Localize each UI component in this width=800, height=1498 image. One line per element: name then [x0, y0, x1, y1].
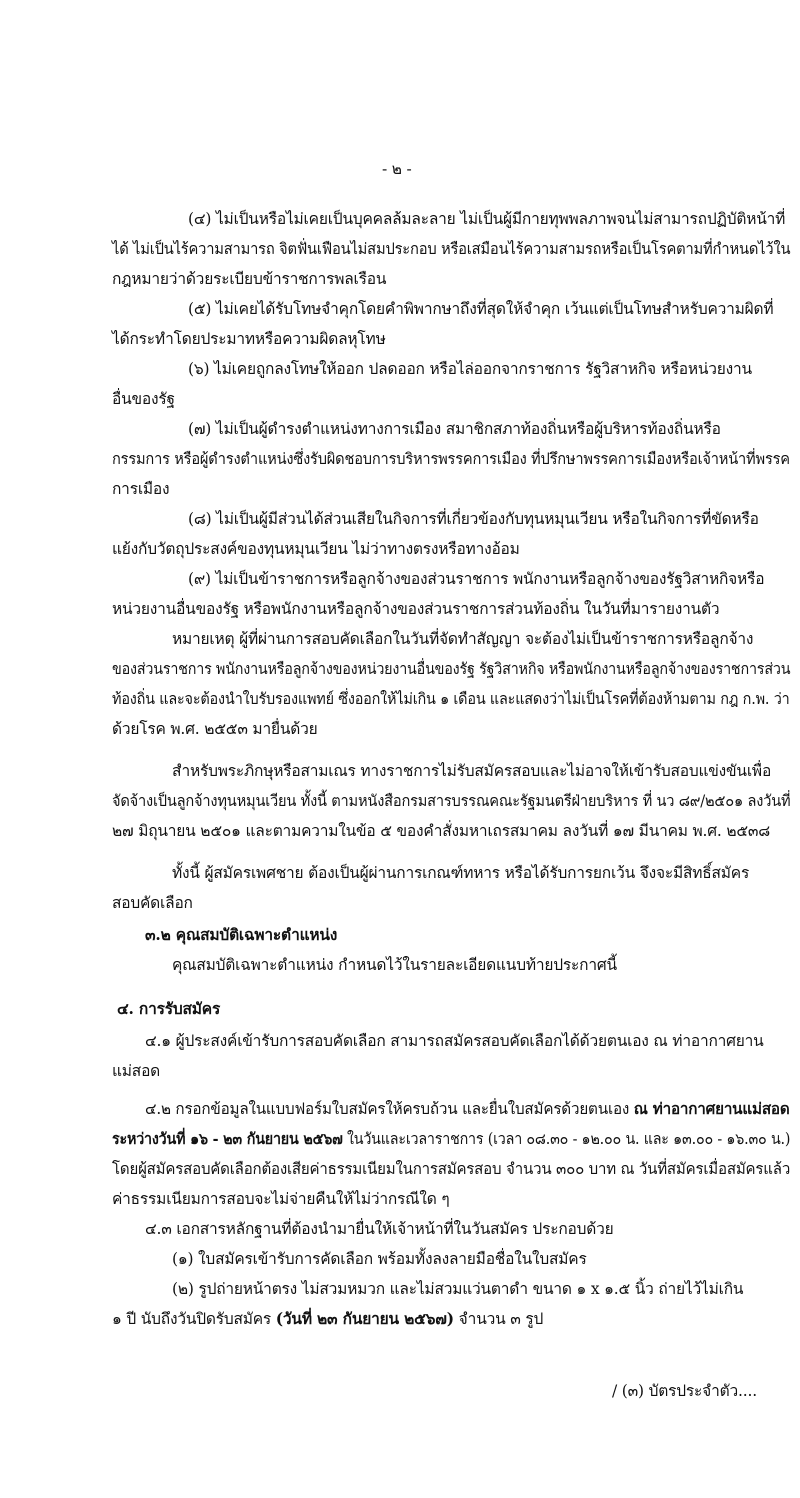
p4-3-doc-1: (๑) ใบสมัครเข้ารับการคัดเลือก พร้อมทั้งลงลายมือชื่อในใบสมัคร — [172, 1250, 587, 1268]
item-9-line-1: (๙) ไม่เป็นข้าราชการหรือลูกจ้างของส่วนราชการ พนักงานหรือลูกจ้างของรัฐวิสาหกิจหรือ — [188, 570, 765, 588]
item-7-line-1: (๗) ไม่เป็นผู้ดำรงตำแหน่งทางการเมือง สมาชิกสภาท้องถิ่นหรือผู้บริหารท้องถิ่นหรือ — [188, 420, 721, 438]
monks-line-2: จัดจ้างเป็นลูกจ้างทุนหมุนเวียน ทั้งนี้ ตามหนังสือกรมสารบรรณคณะรัฐมนตรีฝ่ายบริหาร ที่ นว ๘๙/๒๕๐๑ ลงวันที่ — [112, 792, 791, 810]
p4-2-line-2 — [112, 1128, 790, 1150]
p4-3-doc-2-text: ๑ ปี นับถึงวันปิดรับสมัคร — [112, 1310, 276, 1328]
note-line-2: ของส่วนราชการ พนักงานหรือลูกจ้างของหน่วยงานอื่นของรัฐ รัฐวิสาหกิจ หรือพนักงานหรือลูกจ้างของราชการส่วน — [112, 660, 791, 678]
p4-3-closing-date: (วันที่ ๒๓ กันยายน ๒๕๖๗) — [275, 1309, 454, 1328]
p4-3-doc-2-line-2 — [112, 1308, 543, 1330]
item-6-line-1: (๖) ไม่เคยถูกลงโทษให้ออก ปลดออก หรือไล่ออกจากราชการ รัฐวิสาหกิจ หรือหน่วยงาน — [188, 360, 752, 378]
section-4-heading: ๔. การรับสมัคร — [117, 999, 221, 1018]
item-5-line-1: (๕) ไม่เคยได้รับโทษจำคุกโดยคำพิพากษาถึงที่สุดให้จำคุก เว้นแต่เป็นโทษสำหรับความผิดที่ — [188, 300, 774, 318]
p4-2-date-range: ระหว่างวันที่ ๑๖ - ๒๓ กันยายน ๒๕๖๗ — [112, 1129, 343, 1148]
item-4-line-3: กฎหมายว่าด้วยระเบียบข้าราชการพลเรือน — [112, 270, 387, 288]
p4-2-location: ณ ท่าอากาศยานแม่สอด — [633, 1099, 790, 1118]
note-line-1: หมายเหตุ ผู้ที่ผ่านการสอบคัดเลือกในวันที่จัดทำสัญญา จะต้องไม่เป็นข้าราชการหรือลูกจ้าง — [172, 630, 754, 648]
item-4-line-2: ได้ ไม่เป็นไร้ความสามารถ จิตฟั่นเฟือนไม่สมประกอบ หรือเสมือนไร้ความสามรถหรือเป็นโรคตามที่กำหนดไว้ใน — [112, 240, 791, 258]
continuation-note: / (๓) บัตรประจำตัว.... — [612, 1382, 757, 1400]
section-3-2-body: คุณสมบัติเฉพาะตำแหน่ง กำหนดไว้ในรายละเอียดแนบท้ายประกาศนี้ — [172, 956, 617, 974]
item-9-line-2: หน่วยงานอื่นของรัฐ หรือพนักงานหรือลูกจ้างของส่วนราชการส่วนท้องถิ่น ในวันที่มารายงานตัว — [112, 600, 720, 618]
monks-line-3: ๒๗ มิถุนายน ๒๕๐๑ และตามความในข้อ ๕ ของคำสั่งมหาเถรสมาคม ลงวันที่ ๑๗ มีนาคม พ.ศ. ๒๕๓๘ — [112, 822, 771, 840]
note-line-3: ท้องถิ่น และจะต้องนำใบรับรองแพทย์ ซึ่งออกให้ไม่เกิน ๑ เดือน และแสดงว่าไม่เป็นโรคที่ต้องห้ามตาม กฎ ก.พ. ว่า — [112, 690, 790, 708]
item-8-line-2: แย้งกับวัตถุประสงค์ของทุนหมุนเวียน ไม่ว่าทางตรงหรือทางอ้อม — [112, 540, 520, 558]
military-line-2: สอบคัดเลือก — [112, 894, 193, 912]
monks-line-1: สำหรับพระภิกษุหรือสามเณร ทางราชการไม่รับสมัครสอบและไม่อาจให้เข้ารับสอบแข่งขันเพื่อ — [172, 762, 772, 780]
item-4-line-1: (๔) ไม่เป็นหรือไม่เคยเป็นบุคคลล้มละลาย ไม่เป็นผู้มีกายทุพพลภาพจนไม่สามารถปฏิบัติหน้าที่ — [188, 210, 786, 228]
p4-3-photo-count: จำนวน ๓ รูป — [453, 1310, 544, 1328]
p4-2-office-hours: ในวันและเวลาราชการ (เวลา ๐๘.๓๐ - ๑๒.๐๐ น. และ ๑๓.๐๐ - ๑๖.๓๐ น.) — [342, 1130, 791, 1148]
item-7-line-2: กรรมการ หรือผู้ดำรงตำแหน่งซึ่งรับผิดชอบการบริหารพรรคการเมือง ที่ปรึกษาพรรคการเมืองหรือเจ้าหน้าที่พรรค — [112, 450, 790, 468]
item-8-line-1: (๘) ไม่เป็นผู้มีส่วนได้ส่วนเสียในกิจการที่เกี่ยวข้องกับทุนหมุนเวียน หรือในกิจการที่ขัดหรือ — [188, 510, 759, 528]
p4-3-doc-2-line-1: (๒) รูปถ่ายหน้าตรง ไม่สวมหมวก และไม่สวมแว่นตาดำ ขนาด ๑ x ๑.๕ นิ้ว ถ่ายไว้ไม่เกิน — [172, 1280, 744, 1298]
section-3-2-heading: ๓.๒ คุณสมบัติเฉพาะตำแหน่ง — [145, 925, 338, 944]
p4-1-line-1: ๔.๑ ผู้ประสงค์เข้ารับการสอบคัดเลือก สามารถสมัครสอบคัดเลือกได้ด้วยตนเอง ณ ท่าอากาศยาน — [145, 1032, 764, 1050]
p4-2-line-1 — [145, 1098, 790, 1120]
p4-3-intro: ๔.๓ เอกสารหลักฐานที่ต้องนำมายื่นให้เจ้าหน้าที่ในวันสมัคร ประกอบด้วย — [145, 1220, 614, 1238]
page-number: - ๒ - — [382, 160, 412, 178]
military-line-1: ทั้งนี้ ผู้สมัครเพศชาย ต้องเป็นผู้ผ่านการเกณฑ์ทหาร หรือได้รับการยกเว้น จึงจะมีสิทธิ์สมัคร — [172, 864, 750, 882]
item-5-line-2: ได้กระทำโดยประมาทหรือความผิดลหุโทษ — [112, 330, 386, 348]
p4-2-line-4: ค่าธรรมเนียมการสอบจะไม่จ่ายคืนให้ไม่ว่ากรณีใด ๆ — [112, 1190, 450, 1208]
p4-1-line-2: แม่สอด — [112, 1062, 161, 1080]
item-7-line-3: การเมือง — [112, 480, 170, 498]
item-6-line-2: อื่นของรัฐ — [112, 390, 175, 408]
note-line-4: ด้วยโรค พ.ศ. ๒๕๕๓ มายื่นด้วย — [112, 720, 318, 738]
p4-2-line-3: โดยผู้สมัครสอบคัดเลือกต้องเสียค่าธรรมเนียมในการสมัครสอบ จำนวน ๓๐๐ บาท ณ วันที่สมัครเมื่อสมัครแล้ว — [112, 1160, 791, 1178]
p4-2-line-1-text: ๔.๒ กรอกข้อมูลในแบบฟอร์มใบสมัครให้ครบถ้วน และยื่นใบสมัครด้วยตนเอง — [145, 1100, 634, 1118]
